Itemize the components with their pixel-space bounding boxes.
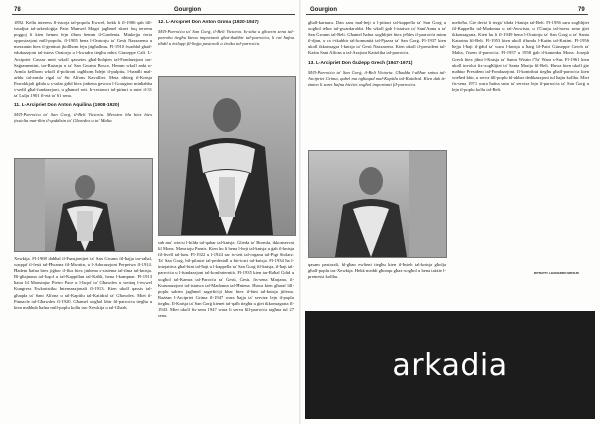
right-page <box>300 0 600 424</box>
header-rule-right <box>306 14 588 15</box>
paragraph: qasam pastorali, bl-għan ewlieni tiegħu kien il-ħsieb tal-knisja għolja għall-poplu tas-Xewkija. Hekk meddi għonqu għax-xogħol u bena tażżie l-premessi kollha. <box>308 262 446 280</box>
arkadia-advertisement[interactable] <box>305 311 595 419</box>
section-heading: 12. L-Arcipriet Don Anton Grima (1920-1947) <box>158 20 259 25</box>
paragraph: Xewkija. Fl-1908 daħħal il-Funzjonijiet ta' San Gwann fil-ħajja tar-raħal, waqqaf il-festi tal-Ħwarna fil-Mwatin, u l-Adorazzjoni Perpetwa fl-1914. Ħadem ħafna biex jiġbor il-flus biex jinbena s-sistema tal-ilma tal-knisja. Bl-għajnuna tal-Isqof u tal-Kappillan tal-Kaħli, bena l-kampnar. Fl-1913 ħatar lil Monsinjur Pietro Pace u l-Isqof ta' Għawdex u wettaq l-ewwel Kungress Ewkaristiku Internazzjonali fl-1913. Kien ukoll qassis tal-għaqda ta' Sant Alfonz u tal-Kapitlu tal-Katidral ta' Għawdex. Miet il-Pinnacle tal-Għawdex fl-1920. Għamel xogħol kbir fil-parroċċa tiegħu u kien maħbub ħafna mill-poplu kollu tax-Xewkija u tal-Għarb. <box>14 256 152 310</box>
header-rule-left <box>12 14 295 15</box>
photo-credit: RITRATTI: LEONARDO MIFSUD <box>534 271 579 275</box>
page-number-left: 78 <box>14 7 21 13</box>
column-3-top <box>308 20 446 148</box>
intro-paragraph: M/Il-Parroċċa ta' San Ġorġ, il-Belt Victoria. Mexxien bla biex biex jissielta mat-tħin il-qaddisin ta' Għawdex u ta' Malta. <box>14 112 152 124</box>
paragraph: sab mu' wieċu l-bilda tal-qabar tal-knisja. Ġlieda ta' Bormla, ikkonservat lil Mons. Mawrizju Parnis. Kien hu li bena l-bejt tal-knisja u ġab il-knisja fil-livell tal-lum. Fl-1922 u l-1924 sar is-sett tal-organu tal-Pigi Stolarz. Ta' San Ġorġ, bil-pilastri tal-pedestall u bit-torri tal-knisja. Fl-1934 ħa l-inizjattiva għal-bini tal-ħajt u l-kappella ta' San Ġorġ fil-knisja, il-ħajt tal-parroċċa u l-fundazzjoni tal-konfraternità. Fl-1935 kien tar-Raħal Ġdid u xogħol tal-Kamra tal-Paroċċa ta' Ġesù, Ġesù, fis-sena Marjana, il-Kurunazzjoni tal-istatwa tal-Madonna tal-Ħniena. Huwa kien għaraf lill-poplu sabiex jagħmel sagrifiċċji kbar biex il-bini tal-knisja jitlesta. Rażżan l-Arcipriet Grima fl-1947 wara ħajja ta' servizz lejn il-poplu tiegħu. Il-Knisja ta' San Ġorġ kienet tal-qalb tiegħu u ġiet ikkonsagrata fl-1943. Miet ukoll fis-sena 1947 wara li serva lill-parroċċa tagħna tul 27 sena. <box>158 240 294 319</box>
column-3-bottom <box>308 262 446 304</box>
column-1-bottom <box>14 256 152 416</box>
running-title-right: Gourgion <box>310 7 337 13</box>
priest-portrait-grech <box>308 150 447 258</box>
column-2-bottom <box>158 240 294 418</box>
priest-portrait-aquilina <box>14 158 153 252</box>
column-4 <box>452 20 589 268</box>
section-heading: 11. L-Arcipriet Don Anton Aquilina (1908-1920) <box>14 103 120 109</box>
priest-portrait-grima <box>158 76 296 236</box>
running-title-left: Gourgion <box>174 7 201 13</box>
page-number-right: 79 <box>578 7 585 13</box>
paragraph: mefteħa. Ġie deċiż li terġa' tibda l-knisja tal-Belt. Fl-1956 saru xogħlijiet fil-Kappella tal-Madonna u tal-Awwista, u f'Ġunju tal-istess sena ġiet ikkonsagrata. Kien hu li fl-1949 bena l-Oratorju ta' San Ġorġ u ta' Santa Katarina fil-Belt. Fl-1953 kien ukoll iffunda l-Każin tal-Każini. Fl-1956 ħejja l-ħajt il-ġdid ta' wara l-knisja u ħarġ lil-Patri Giuseppe Grech ta' Malta, f'isem il-parroċċa. Fl-1957 u 1958 ġab il-kanonku Mons. Joseph Grech biex jibni l-Knisja ta' Santu Wistin f'Ta' Wara s-Sur. Fl-1961 kien ukoll involut fix-xogħlijiet ta' Santa Marija fil-Belt. Huwa kien ukoll ġie maħtur President tal-Fondazzjoni. Il-kontribut tiegħu għall-parroċċa kien wieħed kbir, u serva lill-poplu bl-akbar dedikazzjoni tul ħajtu kollha. Miet fis-sena 1971 wara ħafna snin ta' servizz lejn il-parroċċa ta' San Ġorġ u lejn il-poplu kollu tal-Belt. <box>452 20 589 93</box>
arkadia-logo-text: arkadia <box>392 347 508 383</box>
paragraph: għall-karnaru. Dan saru mal-bejt u l-pitturi tal-kappella ta' San Ġorġ u xogħol ieħor tal-gwardarobbi. Hu wkoll ġab l-istatwa ta' Sant'Anna u ta' San Ġwann tal-Belt. Għamel ħafna xogħlijiet biex jeħles il-parroċċa minn il-djun, u ra t-tkabbir tal-komunità tal-Pjazza ta' San Ġorġ. Fl-1937 kien ukoll ikkonsagra l-knisja ta' Ġesù Nazzarenu. Kien ukoll il-president tal-Każin Sant Alfons u tal-Azzjoni Kattolika tal-parroċċa. <box>308 20 446 56</box>
paragraph: 1892. Kellu interess fl-istorja tal-popolu Ewwel, hekk li fl-1906 qab lill-istudjuż tal-arkeoloġija Patri Manwel Magri jagħmel skavi fuq terrenu poggoj li kien hemm fejn illum hemm il-Gardenia. Minkejja ċerta opposizzjoni mill-popolu, fl-1905 bena l-Oratorju ta' Gesù Nazzarenu u mezzanin biex il-ġenituri jkollhom fejn jitgħallmu. Fl-1910 fwaddal ghad-edukazzjoni tal-istess Oratorju u l-kwadru tiegħu mhix Giuseppe Calì. L-Arcipriet Cassar miet wkoll qasseies għal-ħolqien tal-Fondazzjoni tas-Saġramentini, tar-Rużarju u ta' San Gwann Bosco. Hemm wkoll anki n-Armla kellhom wkoll il-poltroni tagħhom ħdejn il-pulpitu, l-bandli mal-arblu tal-armla rigal ta' Sir Alfons Kavallier. Meta nħtieġ il-Knisja Parrokkjali ġdida u s-sular ġdid biex jinbena ġewwa l-Gourgion minħabba s-sedil għal-fondazzjoni, u għamel sett. Ir-restawri tal-pitturi u miet il-31 ta' Lulju 1901 fl-età ta' 61 sena. <box>14 20 152 99</box>
column-1-top <box>14 20 152 140</box>
intro-paragraph: M/Il-Parroċċa ta' San Ġorġ, il-Belt Victoria. Is-sitta u għoxrin sena tal-parroka tiegħu kienu importanti għat-tkabbir tal-parroċċa, li rat ħafna tibdil u żvilupp fil-ħajja pastorali u ċivika tal-parroċċa. <box>158 29 294 47</box>
intro-paragraph: M/Il-Parroċċa ta' San Ġorġ, il-Belt Victoria. Għadda l-aħħar sninu tal-Arcipriet Grima, qabel ma ngħaqad mal-Kapitlu tal-Katidral. Kien dak iż-żmien li saret ħafna biċċiet xogħol importanti fil-parroċċa. <box>308 69 446 87</box>
section-heading: 13. L-Arcipriet Don Ġużepp Grech (1947-1971) <box>308 60 413 66</box>
